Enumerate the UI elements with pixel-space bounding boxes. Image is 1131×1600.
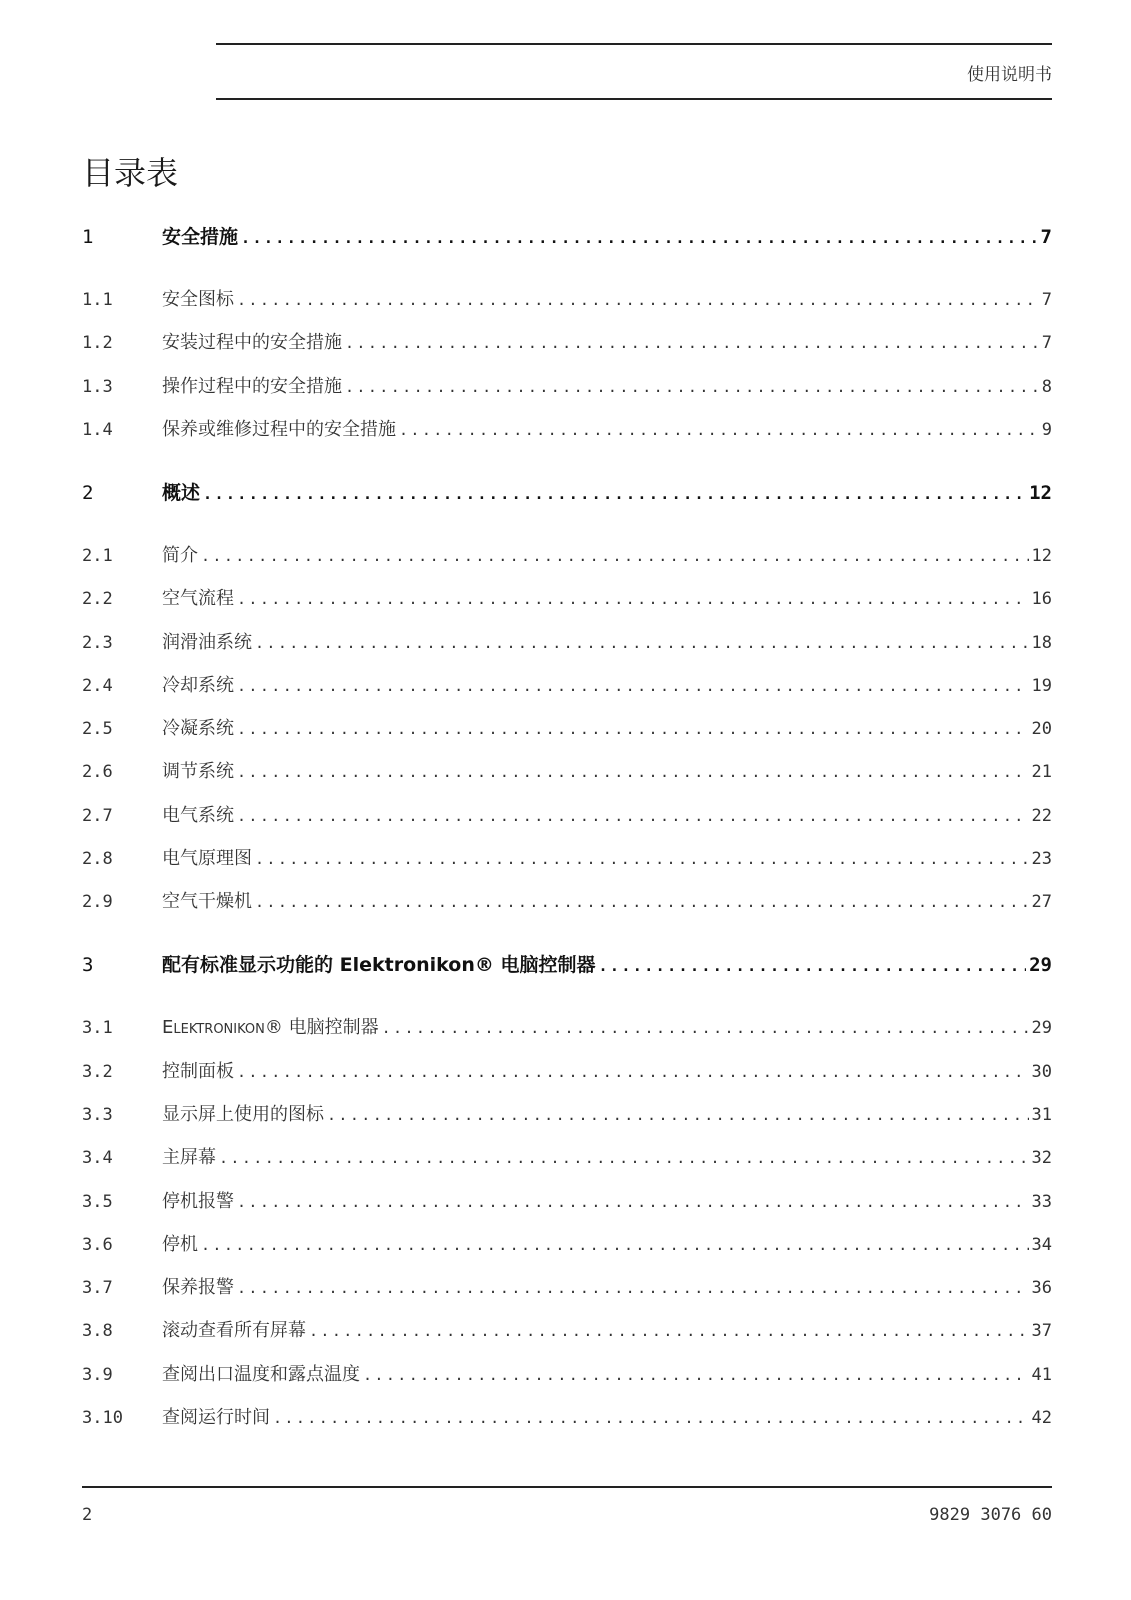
toc-entry-number: 2.1 bbox=[82, 545, 113, 566]
header-rule-top bbox=[216, 43, 1052, 45]
toc-entry-number: 1.1 bbox=[82, 290, 113, 310]
toc-entry-number: 2.8 bbox=[82, 849, 113, 869]
toc-dot-leader bbox=[201, 547, 1029, 565]
toc-entry-page[interactable]: 34 bbox=[1031, 1234, 1052, 1255]
toc-entry-number: 2.3 bbox=[82, 632, 113, 653]
toc-dot-leader bbox=[345, 378, 1039, 396]
toc-section-entry[interactable] bbox=[82, 328, 1052, 360]
toc-entry-number: 2.7 bbox=[82, 805, 113, 826]
toc-section-entry[interactable] bbox=[82, 887, 1052, 919]
toc-dot-leader bbox=[237, 763, 1029, 781]
toc-entry-number: 2 bbox=[82, 481, 94, 504]
toc-entry-page[interactable]: 18 bbox=[1031, 632, 1052, 653]
toc-entry-number: 3.6 bbox=[82, 1234, 113, 1255]
toc-entry-number: 3.9 bbox=[82, 1364, 113, 1385]
toc-dot-leader bbox=[273, 1409, 1029, 1427]
toc-entry-label: 安装过程中的安全措施 bbox=[162, 332, 342, 354]
toc-section-entry[interactable] bbox=[82, 1403, 1052, 1435]
toc-dot-leader bbox=[255, 893, 1029, 911]
header-rule-bottom bbox=[216, 98, 1052, 100]
toc-section-entry[interactable] bbox=[82, 628, 1052, 660]
toc-entry-page[interactable]: 12 bbox=[1029, 481, 1052, 504]
toc-section-entry[interactable] bbox=[82, 415, 1052, 447]
toc-entry-page[interactable]: 12 bbox=[1031, 545, 1052, 566]
toc-entry-number: 1.3 bbox=[82, 376, 113, 397]
toc-section-entry[interactable] bbox=[82, 584, 1052, 616]
toc-dot-leader bbox=[237, 291, 1039, 309]
toc-section-entry[interactable] bbox=[82, 1143, 1052, 1175]
toc-entry-label: 配有标准显示功能的 Elektronikon® 电脑控制器 bbox=[162, 954, 596, 977]
toc-entry-label: 概述 bbox=[162, 481, 201, 504]
toc-entry-page[interactable]: 41 bbox=[1031, 1364, 1052, 1385]
toc-entry-label: 操作过程中的安全措施 bbox=[162, 375, 342, 397]
toc-entry-label: 查阅出口温度和露点温度 bbox=[162, 1363, 360, 1385]
toc-entry-page[interactable]: 31 bbox=[1031, 1104, 1052, 1125]
toc-entry-number: 3.8 bbox=[82, 1321, 113, 1342]
toc-dot-leader bbox=[237, 720, 1029, 738]
toc-section-entry[interactable] bbox=[82, 1316, 1052, 1348]
footer-doc-number: 9829 3076 60 bbox=[929, 1505, 1052, 1525]
toc-entry-label: 润滑油系统 bbox=[162, 631, 252, 653]
toc-dot-leader bbox=[237, 1063, 1029, 1081]
toc-entry-page[interactable]: 7 bbox=[1040, 226, 1052, 248]
toc-dot-leader bbox=[237, 807, 1029, 825]
toc-section-entry[interactable] bbox=[82, 1187, 1052, 1219]
toc-entry-label: 保养报警 bbox=[162, 1277, 234, 1299]
toc-entry-page[interactable]: 9 bbox=[1041, 419, 1052, 440]
toc-dot-leader bbox=[399, 421, 1039, 439]
toc-entry-label: 冷却系统 bbox=[162, 674, 234, 696]
toc-dot-leader bbox=[363, 1366, 1029, 1384]
toc-entry-number: 3.10 bbox=[82, 1408, 123, 1428]
toc-entry-number: 2.9 bbox=[82, 892, 113, 913]
toc-entry-label: 保养或维修过程中的安全措施 bbox=[162, 418, 396, 440]
toc-entry-page[interactable]: 33 bbox=[1031, 1191, 1052, 1212]
toc-entry-label: 查阅运行时间 bbox=[162, 1407, 270, 1428]
toc-entry-page[interactable]: 36 bbox=[1031, 1278, 1052, 1299]
toc-entry-label: 滚动查看所有屏幕 bbox=[162, 1320, 306, 1342]
header-title: 使用说明书 bbox=[967, 65, 1052, 85]
toc-entry-page[interactable]: 22 bbox=[1031, 805, 1052, 826]
toc-entry-page[interactable]: 20 bbox=[1031, 719, 1052, 740]
toc-entry-page[interactable]: 23 bbox=[1031, 849, 1052, 869]
toc-entry-number: 2.6 bbox=[82, 762, 113, 783]
toc-entry-number: 3 bbox=[82, 954, 94, 977]
toc-entry-number: 1.2 bbox=[82, 333, 113, 354]
toc-entry-number: 2.5 bbox=[82, 719, 113, 740]
toc-entry-label: 简介 bbox=[162, 544, 198, 566]
toc-title: 目录表 bbox=[82, 154, 179, 192]
toc-entry-page[interactable]: 16 bbox=[1031, 589, 1052, 610]
toc-section-entry[interactable] bbox=[82, 671, 1052, 703]
toc-entry-page[interactable]: 21 bbox=[1031, 762, 1052, 783]
toc-entry-label: 安全措施 bbox=[162, 226, 239, 248]
toc-entry-number: 1.4 bbox=[82, 419, 113, 440]
toc-dot-leader bbox=[309, 1322, 1029, 1340]
toc-section-entry[interactable] bbox=[82, 1230, 1052, 1262]
toc-dot-leader bbox=[241, 229, 1038, 247]
toc-entry-label: 安全图标 bbox=[162, 289, 234, 310]
toc-chapter-entry[interactable] bbox=[82, 950, 1052, 982]
toc-entry-number: 3.4 bbox=[82, 1148, 113, 1169]
toc-dot-leader bbox=[599, 957, 1027, 975]
toc-entry-page[interactable]: 7 bbox=[1041, 290, 1052, 310]
toc-entry-label: Elektronikon® 电脑控制器 bbox=[162, 1017, 379, 1039]
toc-entry-label: 停机 bbox=[162, 1233, 198, 1255]
toc-entry-number: 2.2 bbox=[82, 589, 113, 610]
toc-entry-number: 3.5 bbox=[82, 1191, 113, 1212]
toc-dot-leader bbox=[255, 850, 1029, 868]
toc-dot-leader bbox=[255, 634, 1029, 652]
toc-section-entry[interactable] bbox=[82, 844, 1052, 876]
toc-entry-page[interactable]: 27 bbox=[1031, 892, 1052, 913]
toc-entry-label: 冷凝系统 bbox=[162, 718, 234, 740]
toc-dot-leader bbox=[382, 1019, 1029, 1037]
toc-entry-label: 停机报警 bbox=[162, 1190, 234, 1212]
toc-entry-label: 空气流程 bbox=[162, 588, 234, 610]
toc-entry-page[interactable]: 8 bbox=[1041, 376, 1052, 397]
toc-dot-leader bbox=[203, 485, 1026, 503]
toc-dot-leader bbox=[201, 1236, 1029, 1254]
toc-entry-number: 2.4 bbox=[82, 675, 113, 696]
toc-entry-number: 3.1 bbox=[82, 1018, 113, 1039]
toc-entry-label: 主屏幕 bbox=[162, 1147, 216, 1169]
toc-section-entry[interactable] bbox=[82, 801, 1052, 833]
toc-dot-leader bbox=[237, 1279, 1029, 1297]
toc-section-entry[interactable] bbox=[82, 372, 1052, 404]
toc-entry-label: 空气干燥机 bbox=[162, 891, 252, 913]
footer-page-number: 2 bbox=[82, 1505, 93, 1525]
toc-entry-label: 调节系统 bbox=[162, 761, 234, 783]
toc-entry-page[interactable]: 42 bbox=[1031, 1408, 1052, 1428]
toc-section-entry[interactable] bbox=[82, 541, 1052, 573]
toc-entry-page[interactable]: 7 bbox=[1041, 333, 1052, 354]
toc-dot-leader bbox=[237, 590, 1029, 608]
toc-section-entry[interactable] bbox=[82, 757, 1052, 789]
toc-entry-label: 电气系统 bbox=[162, 804, 234, 826]
toc-entry-page[interactable]: 37 bbox=[1031, 1321, 1052, 1342]
toc-entry-page[interactable]: 29 bbox=[1029, 954, 1052, 977]
toc-section-entry[interactable] bbox=[82, 1013, 1052, 1045]
toc-dot-leader bbox=[219, 1149, 1029, 1167]
toc-chapter-entry[interactable] bbox=[82, 222, 1052, 254]
footer-rule bbox=[82, 1486, 1052, 1488]
toc-entry-label: 控制面板 bbox=[162, 1060, 234, 1082]
toc-dot-leader bbox=[327, 1106, 1029, 1124]
toc-entry-page[interactable]: 19 bbox=[1031, 675, 1052, 696]
toc-chapter-entry[interactable] bbox=[82, 478, 1052, 510]
toc-entry-number: 3.7 bbox=[82, 1278, 113, 1299]
toc-dot-leader bbox=[345, 334, 1039, 352]
toc-entry-page[interactable]: 32 bbox=[1031, 1148, 1052, 1169]
toc-section-entry[interactable] bbox=[82, 1360, 1052, 1392]
toc-entry-page[interactable]: 30 bbox=[1031, 1061, 1052, 1082]
toc-section-entry[interactable] bbox=[82, 285, 1052, 317]
toc-section-entry[interactable] bbox=[82, 714, 1052, 746]
toc-section-entry[interactable] bbox=[82, 1057, 1052, 1089]
toc-entry-page[interactable]: 29 bbox=[1031, 1018, 1052, 1039]
toc-entry-number: 1 bbox=[82, 226, 94, 248]
toc-entry-label: 电气原理图 bbox=[162, 848, 252, 869]
toc-entry-label: 显示屏上使用的图标 bbox=[162, 1103, 324, 1125]
toc-entry-number: 3.2 bbox=[82, 1061, 113, 1082]
toc-dot-leader bbox=[237, 677, 1029, 695]
toc-entry-number: 3.3 bbox=[82, 1104, 113, 1125]
toc-section-entry[interactable] bbox=[82, 1273, 1052, 1305]
toc-section-entry[interactable] bbox=[82, 1100, 1052, 1132]
toc-dot-leader bbox=[237, 1193, 1029, 1211]
